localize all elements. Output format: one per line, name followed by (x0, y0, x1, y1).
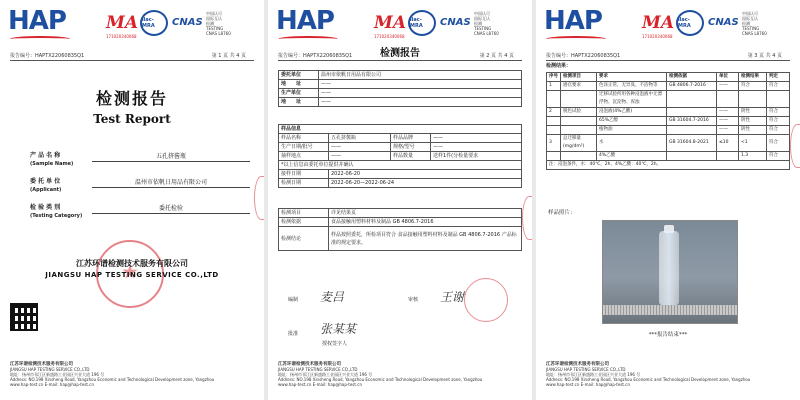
cma-logo: MA 171020340068 (642, 13, 675, 39)
report-page-results (536, 0, 800, 400)
sign-label-reviewed: 审核 (408, 297, 419, 303)
applicant-value: 温州市依帆日用品有限公司 (92, 178, 250, 188)
company-name-cn: 江苏环谱检测技术服务有限公司 (76, 259, 188, 268)
table-row: 检测结论 样品按照委托，所检项目符合 食品接触用塑料材料及制品 GB 4806.7-2016 产品标准的规定要求。 (279, 227, 522, 251)
certification-logos (374, 8, 504, 38)
hap-logo: HAP (276, 6, 348, 44)
cnas-accreditation-text: 中国认可 国际互认 检测 TESTING CNAS L8760 (206, 10, 231, 36)
company-name-en: JIANGSU HAP TESTING SERVICE CO.,LTD (45, 271, 219, 279)
cover-fields (30, 152, 250, 230)
cma-logo: MA 171020340068 (106, 13, 139, 39)
table-row: 3 总迁移量 (mg/dm²) 水 GB 31604.8-2021 ≤10 <1 符合 (547, 135, 790, 152)
table-row: 地 址 —— (279, 98, 522, 107)
certification-logos (642, 8, 772, 38)
sample-bottle (659, 231, 679, 305)
report-number: 报告编号：HAPTX22060835Q1 (278, 53, 353, 59)
results-table (546, 72, 790, 170)
ilac-mra-logo: ilac-MRA (140, 10, 168, 36)
header-rule (10, 60, 254, 61)
hap-logo: HAP (544, 6, 616, 44)
table-row: 检测项目 详见结果页 (279, 209, 522, 218)
cnas-logo: CNAS (172, 17, 203, 28)
table-row: 检测依据 食品接触用塑料材料及制品 GB 4806.7-2016 (279, 218, 522, 227)
page-number: 第 3 页 共 4 页 (747, 53, 782, 59)
sample-name-value: 五孔挤酱瓶 (92, 152, 250, 162)
table-row: 抽样地点 —— 样品数量 送样1件(分检量要求 (279, 152, 522, 161)
cnas-accreditation-text: 中国认可 国际互认 检测 TESTING CNAS L8760 (742, 10, 767, 36)
report-page-cover (0, 0, 264, 400)
table-row: 2 脱色试验 浸泡液(4%乙酸) —— 阴性 符合 (547, 108, 790, 117)
edge-seal (254, 176, 264, 220)
table-row: 委托单位 温州市依帆日用品有限公司 (279, 71, 522, 80)
results-section-title: 检测结果： (546, 63, 572, 69)
client-info-table (278, 70, 522, 107)
table-row: 迁移试验所用各种浸泡液中无漂浮物、沉淀物、浑浊 (547, 91, 790, 108)
qr-code (10, 303, 38, 331)
sign-label-compiled: 编制 (288, 297, 299, 303)
page-number: 第 1 页 共 4 页 (211, 53, 246, 59)
page-footer: 江苏环谱检测技术服务有限公司 JIANGSU HAP TESTING SERVICE CO.,LTD 地址：扬州市邗江区新盛路工业园区兴业大道 196 号 Address: NO.198 Xinsheng Road, Yangzhou Economic and Technological Development zone, Yangzhou www.hap-test.cn E-mail: hap@hap-test.cn (278, 362, 483, 387)
report-number: 报告编号：HAPTX22060835Q1 (546, 53, 621, 59)
header-rule (546, 60, 790, 61)
page-title: 检测报告 (380, 48, 420, 59)
sample-info-table (278, 124, 522, 188)
report-end-note: ***报告结束*** (648, 332, 688, 338)
table-row: 地 址 —— (279, 80, 522, 89)
table-row: 1 感官要求 色泽正常，无异臭、不洁物等 GB 4806.7-2016 —— 符合 符合 (547, 82, 790, 91)
ilac-mra-logo: ilac-MRA (408, 10, 436, 36)
table-row: 接样日期 2022-06-20 (279, 170, 522, 179)
signature-compiled: 麦吕 (320, 290, 345, 304)
table-row: 样品信息 (279, 125, 522, 134)
table-row: 65%乙醇 GB 31604.7-2016 —— 阴性 符合 (547, 117, 790, 126)
cnas-logo: CNAS (440, 17, 471, 28)
cover-title-en: Test Report (93, 112, 171, 126)
field-applicant: 委 托 单 位 (Applicant) 温州市依帆日用品有限公司 (30, 178, 250, 204)
table-row: 生产日期/批号 —— 规格/型号 —— (279, 143, 522, 152)
authorized-signatory-label: 授权签字人 (322, 341, 348, 347)
test-conclusion-table (278, 208, 522, 251)
ilac-mra-logo: ilac-MRA (676, 10, 704, 36)
edge-seal (790, 124, 800, 168)
table-row: 样品名称 五孔挤酱瓶 样品品牌 —— (279, 134, 522, 143)
signature-approved: 张某某 (320, 322, 357, 336)
edge-seal (522, 196, 532, 240)
report-number: 报告编号：HAPTX22060835Q1 (10, 53, 85, 59)
cnas-logo: CNAS (708, 17, 739, 28)
table-row: 植物油 —— 阴性 符合 (547, 126, 790, 135)
table-note-row: 注：浸泡条件，水：40℃，2h，4%乙酸：40℃，2h。 (547, 161, 790, 170)
hap-logo: HAP (8, 6, 80, 44)
page-footer: 江苏环谱检测技术服务有限公司 JIANGSU HAP TESTING SERVICE CO.,LTD 地址：扬州市邗江区新盛路工业园区兴业大道 196 号 Address: NO.198 Xinsheng Road, Yangzhou Economic and Technological Development zone, Yangzhou www.hap-test.cn E-mail: hap@hap-test.cn (10, 362, 215, 387)
table-header-row: 序号 检测项目 要求 检测依据 单位 检测结果 判定 (547, 73, 790, 82)
testing-category-value: 委托检验 (92, 204, 250, 214)
page-footer: 江苏环谱检测技术服务有限公司 JIANGSU HAP TESTING SERVICE CO.,LTD 地址：扬州市邗江区新盛路工业园区兴业大道 196 号 Address: NO.198 Xinsheng Road, Yangzhou Economic and Technological Development zone, Yangzhou www.hap-test.cn E-mail: hap@hap-test.cn (546, 362, 751, 387)
certification-logos (106, 8, 236, 38)
cnas-accreditation-text: 中国认可 国际互认 检测 TESTING CNAS L8760 (474, 10, 499, 36)
company-seal (464, 278, 508, 322)
cover-title-cn: 检测报告 (95, 89, 168, 108)
table-row: 生产单位 —— (279, 89, 522, 98)
table-row: *以上信息由委托单位提供并确认 (279, 161, 522, 170)
cma-logo: MA 171020340068 (374, 13, 407, 39)
sign-label-approved: 批准 (288, 331, 299, 337)
table-row: 检测日期 2022-06-20—2022-06-24 (279, 179, 522, 188)
field-testing-category: 检 验 类 别 (Testing Category) 委托检验 (30, 204, 250, 230)
measuring-ruler (603, 305, 737, 315)
table-row: 4%乙酸 1.3 符合 (547, 152, 790, 161)
report-page-summary (268, 0, 532, 400)
header-rule (278, 60, 522, 61)
page-number: 第 2 页 共 4 页 (479, 53, 514, 59)
field-sample-name: 产 品 名 称 (Sample Name) 五孔挤酱瓶 (30, 152, 250, 178)
sample-photo (602, 220, 738, 324)
signature-reviewed: 王谢 (440, 290, 465, 304)
sample-photo-label: 样品照片： (548, 210, 576, 216)
